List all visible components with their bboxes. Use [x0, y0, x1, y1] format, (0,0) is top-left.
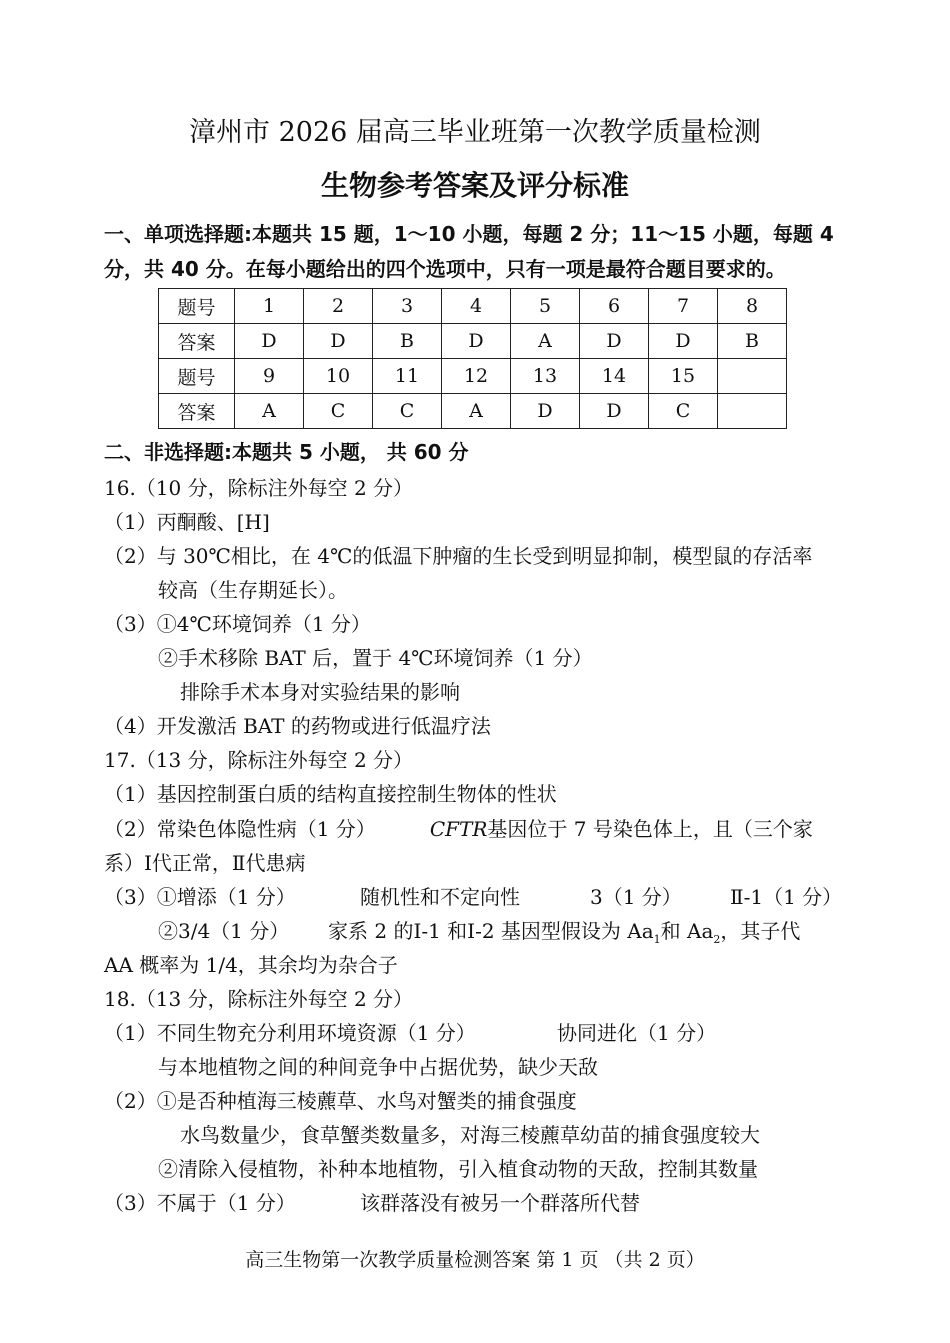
table-cell: 答案: [159, 324, 235, 359]
q16-heading: 16.（10 分，除标注外每空 2 分）: [104, 476, 414, 500]
q17-answer-2-part1: （2）常染色体隐性病（1 分）: [104, 817, 376, 841]
q17-heading: 17.（13 分，除标注外每空 2 分）: [104, 748, 414, 772]
q18-answer-2-line2: 水鸟数量少，食草蟹类数量多，对海三棱藨草幼苗的捕食强度较大: [180, 1123, 760, 1147]
q17-answer-2-part2: 基因位于 7 号染色体上，且（三个家: [487, 817, 813, 841]
q16-answer-1: （1）丙酮酸、[H]: [104, 510, 270, 534]
table-cell: B: [373, 324, 442, 359]
q17-answer-3-part1: （3）①增添（1 分）: [104, 885, 296, 909]
table-cell: D: [649, 324, 718, 359]
table-cell: [718, 394, 787, 429]
table-cell: D: [304, 324, 373, 359]
table-cell: D: [442, 324, 511, 359]
table-cell: B: [718, 324, 787, 359]
page-subtitle: 生物参考答案及评分标准: [320, 169, 629, 202]
table-row: [159, 359, 787, 394]
table-cell: A: [235, 394, 304, 429]
table-cell: 8: [718, 289, 787, 324]
table-cell: 13: [511, 359, 580, 394]
table-cell: C: [649, 394, 718, 429]
table-cell: 11: [373, 359, 442, 394]
q18-answer-1-part2: 协同进化（1 分）: [557, 1021, 717, 1045]
q17-answer-3b-line: [328, 919, 800, 947]
table-cell: 题号: [159, 359, 235, 394]
table-cell: 题号: [159, 289, 235, 324]
q17-answer-3b-text: 和 Aa: [660, 919, 714, 943]
table-cell: 2: [304, 289, 373, 324]
q18-answer-1-part1: （1）不同生物充分利用环境资源（1 分）: [104, 1021, 476, 1045]
q17-answer-3b-text: ，其子代: [720, 919, 801, 943]
table-cell: 5: [511, 289, 580, 324]
q17-answer-2-line2: 系）Ⅰ代正常，Ⅱ代患病: [104, 851, 306, 875]
q17-answer-3b-text: 家系 2 的Ⅰ-1 和Ⅰ-2 基因型假设为 Aa: [328, 919, 654, 943]
q17-answer-3-part4: Ⅱ-1（1 分）: [730, 885, 843, 909]
table-cell: 3: [373, 289, 442, 324]
q18-answer-3-part2: 该群落没有被另一个群落所代替: [360, 1191, 640, 1215]
page-title: 漳州市 2026 届高三毕业班第一次教学质量检测: [189, 117, 761, 148]
q16-answer-3-line2: ②手术移除 BAT 后，置于 4℃环境饲养（1 分）: [158, 646, 593, 670]
q17-answer-3c: AA 概率为 1/4，其余均为杂合子: [104, 953, 398, 977]
table-cell: 10: [304, 359, 373, 394]
q17-answer-3-line1: [104, 885, 296, 909]
table-cell: A: [511, 324, 580, 359]
q16-answer-3-line3: 排除手术本身对实验结果的影响: [180, 680, 460, 704]
q18-answer-1-line2: 与本地植物之间的种间竞争中占据优势，缺少天敌: [158, 1055, 598, 1079]
table-cell: D: [511, 394, 580, 429]
q17-answer-1: （1）基因控制蛋白质的结构直接控制生物体的性状: [104, 782, 557, 806]
table-cell: 7: [649, 289, 718, 324]
q18-answer-3-part1: （3）不属于（1 分）: [104, 1191, 296, 1215]
table-cell: 12: [442, 359, 511, 394]
q18-heading: 18.（13 分，除标注外每空 2 分）: [104, 987, 414, 1011]
subscript: 2: [713, 933, 721, 946]
table-cell: D: [580, 394, 649, 429]
q16-answer-4: （4）开发激活 BAT 的药物或进行低温疗法: [104, 714, 491, 738]
table-cell: 14: [580, 359, 649, 394]
section2-heading: 二、非选择题:本题共 5 小题， 共 60 分: [104, 440, 469, 464]
q17-gene-name: CFTR: [429, 817, 488, 841]
q17-answer-3-part2: 随机性和不定向性: [360, 885, 520, 909]
table-cell: C: [304, 394, 373, 429]
table-cell: 15: [649, 359, 718, 394]
page-footer: 高三生物第一次教学质量检测答案 第 1 页 （共 2 页）: [245, 1249, 705, 1271]
table-cell: [718, 359, 787, 394]
table-cell: 4: [442, 289, 511, 324]
table-cell: A: [442, 394, 511, 429]
subscript: 1: [653, 933, 661, 946]
table-row: [159, 324, 787, 359]
q17-answer-3-part3: 3（1 分）: [590, 885, 682, 909]
q17-answer-3b-part1: ②3/4（1 分）: [158, 919, 290, 943]
q18-answer-2-line1: （2）①是否种植海三棱藨草、水鸟对蟹类的捕食强度: [104, 1089, 577, 1113]
table-cell: 9: [235, 359, 304, 394]
q17-answer-2-line1: [104, 817, 813, 841]
table-cell: 答案: [159, 394, 235, 429]
q16-answer-2-line2: 较高（生存期延长）。: [158, 578, 348, 602]
table-row: [159, 289, 787, 324]
table-cell: 1: [235, 289, 304, 324]
table-cell: D: [580, 324, 649, 359]
table-row: [159, 394, 787, 429]
q16-answer-3-line1: （3）①4℃环境饲养（1 分）: [104, 612, 371, 636]
q16-answer-2-line1: （2）与 30℃相比，在 4℃的低温下肿瘤的生长受到明显抑制，模型鼠的存活率: [104, 544, 813, 568]
q18-answer-2-line3: ②清除入侵植物，补种本地植物，引入植食动物的天敌，控制其数量: [158, 1157, 758, 1181]
table-cell: 6: [580, 289, 649, 324]
answer-table: [158, 288, 787, 429]
table-cell: C: [373, 394, 442, 429]
section1-instructions-line1: 一、单项选择题:本题共 15 题，1～10 小题，每题 2 分；11～15 小题，每题 4: [104, 222, 834, 246]
section1-instructions-line2: 分，共 40 分。在每小题给出的四个选项中，只有一项是最符合题目要求的。: [104, 257, 786, 281]
table-cell: D: [235, 324, 304, 359]
